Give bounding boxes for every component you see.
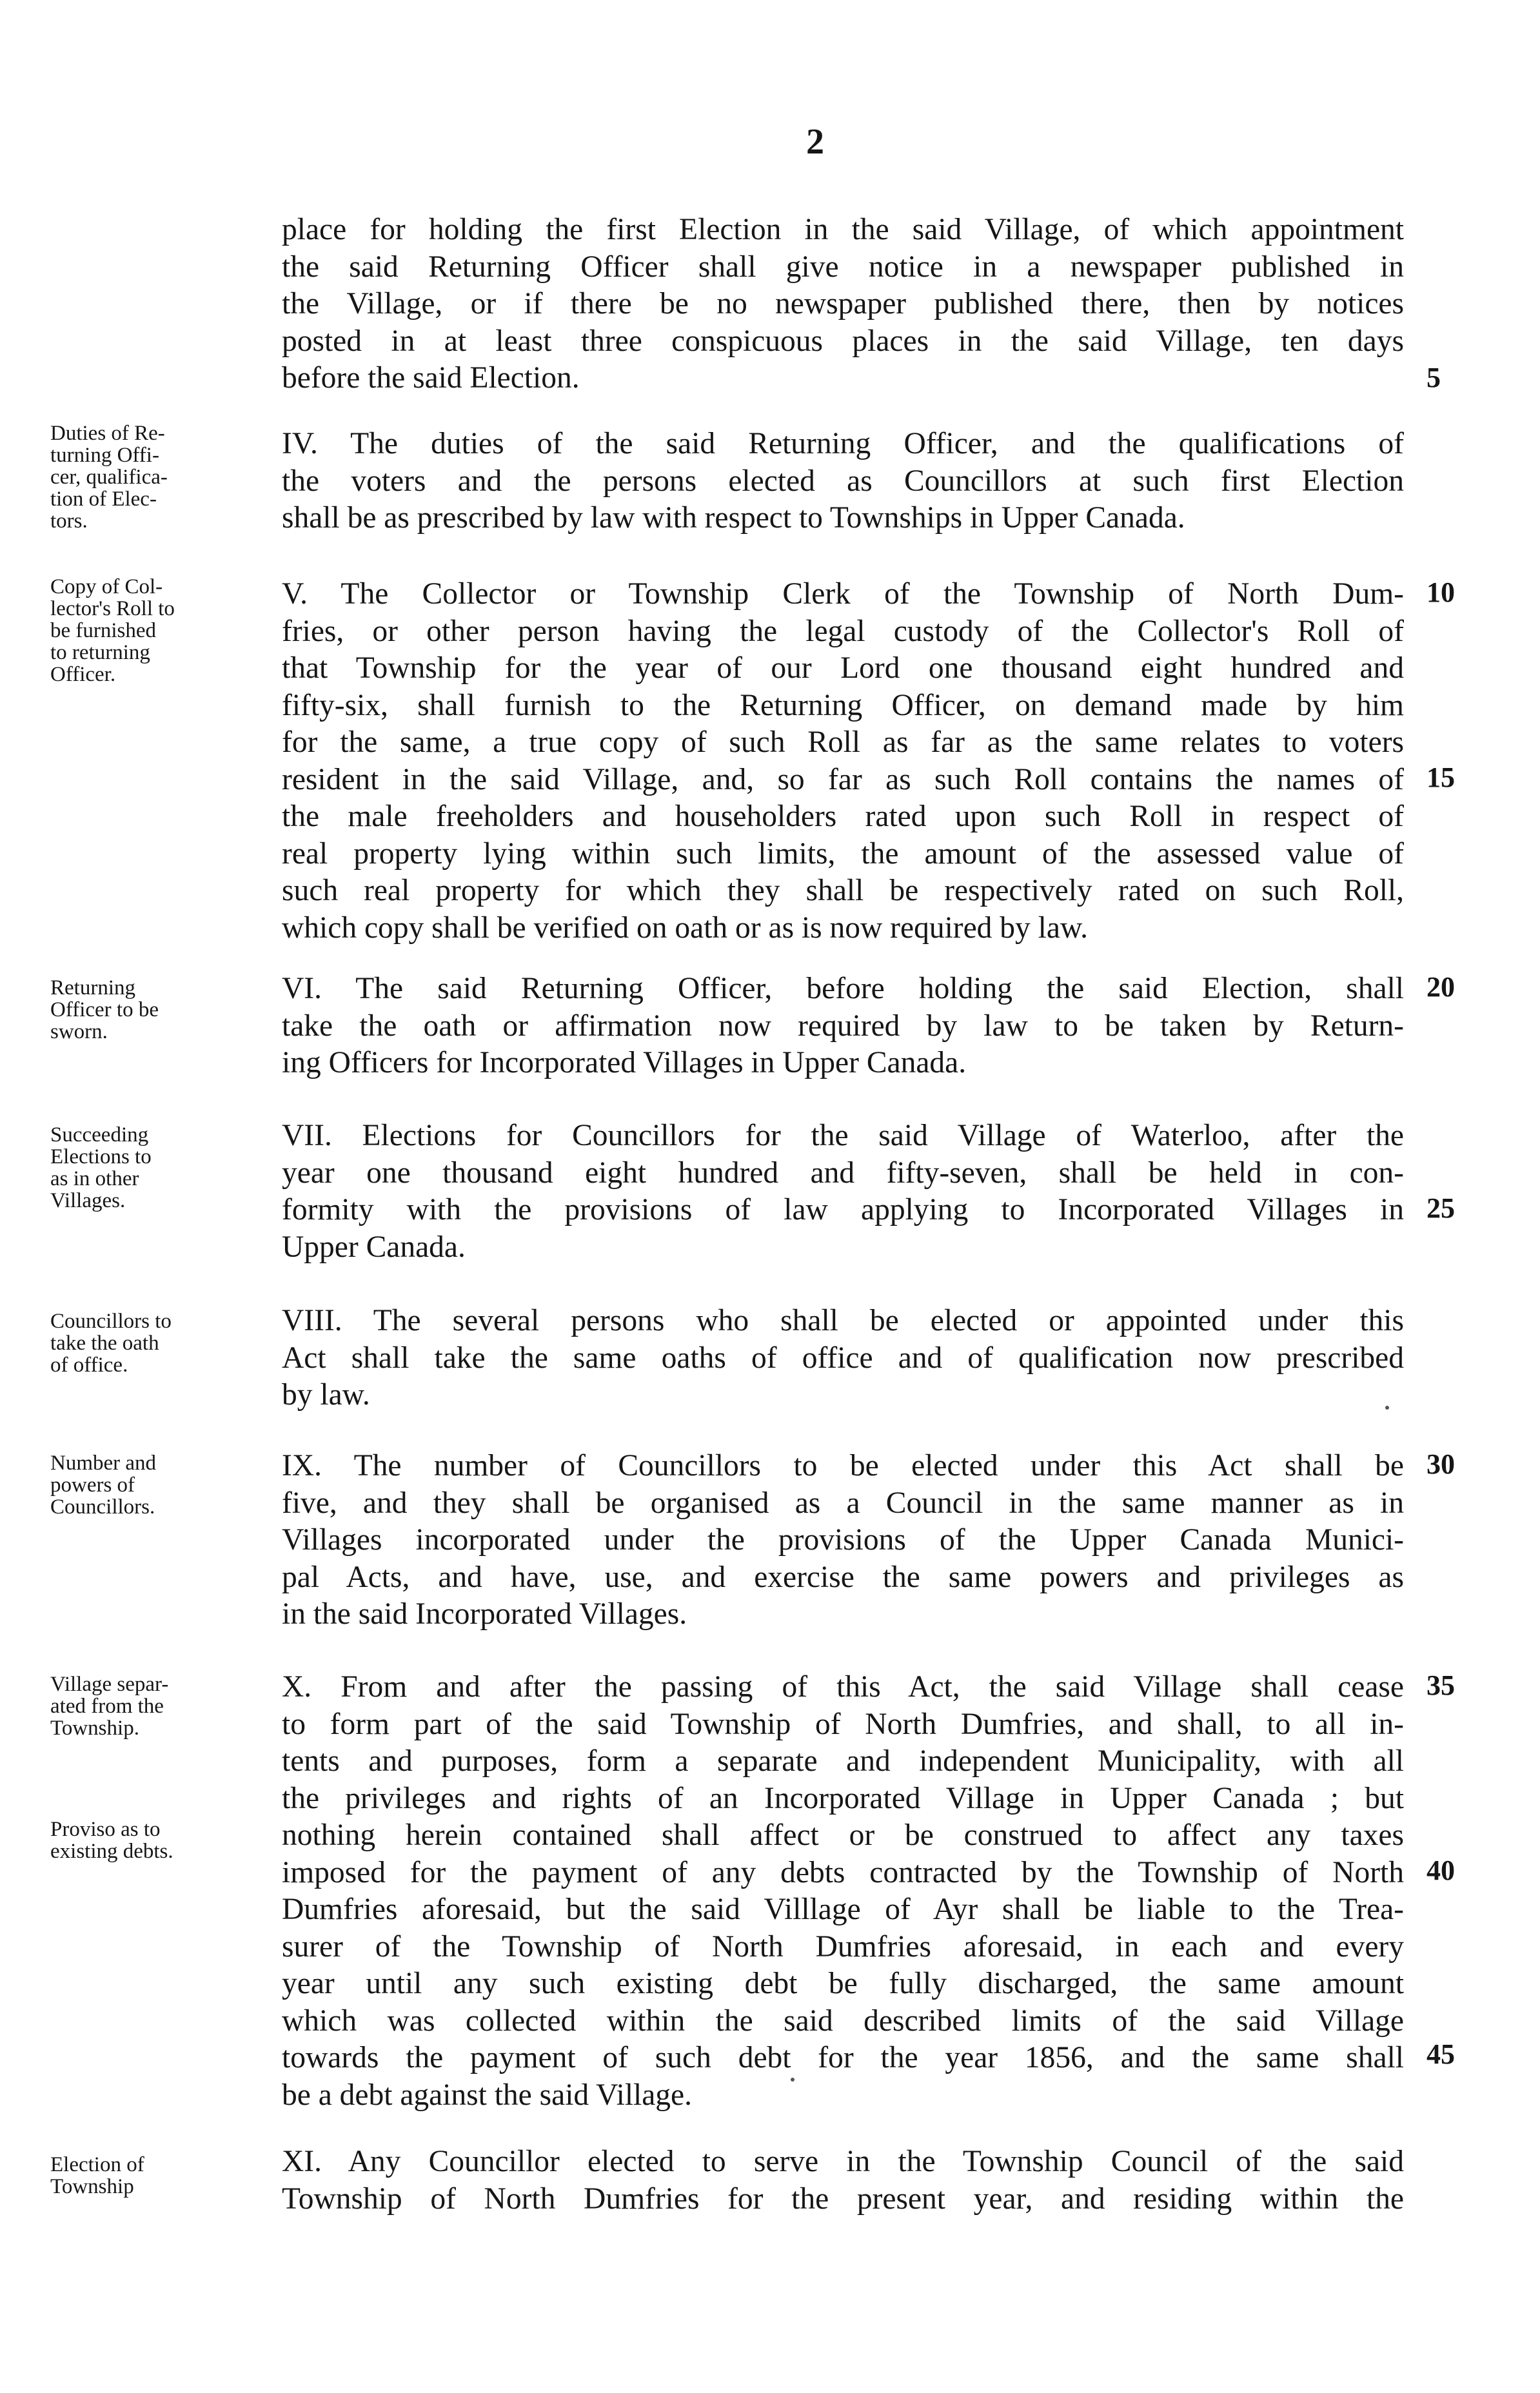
text-line: such real property for which they shall be respectively rated on such Roll, bbox=[282, 874, 1404, 907]
line-number: 35 bbox=[1426, 1669, 1455, 1701]
side-note-line: be furnished bbox=[50, 619, 157, 642]
text-line: Villages incorporated under the provisions of the Upper Canada Munici- bbox=[282, 1523, 1404, 1557]
line-number: 40 bbox=[1426, 1855, 1455, 1886]
side-note-line: Copy of Col- bbox=[50, 575, 163, 598]
text-line: Act shall take the same oaths of office and of qualification now prescribed bbox=[282, 1341, 1404, 1375]
text-line: fries, or other person having the legal custody of the Collector's Roll of bbox=[282, 614, 1404, 648]
side-note-line: turning Offi- bbox=[50, 444, 159, 467]
side-note-line: Proviso as to bbox=[50, 1818, 161, 1841]
text-line: shall be as prescribed by law with respect to Townships in Upper Canada. bbox=[282, 501, 1185, 535]
side-note-line: ated from the bbox=[50, 1695, 164, 1718]
section-ix bbox=[282, 1448, 1404, 1633]
text-line: Township of North Dumfries for the present year, and residing within the bbox=[282, 2181, 1404, 2216]
side-note-number bbox=[50, 1452, 263, 1518]
text-line: pal Acts, and have, use, and exercise the same powers and privileges as bbox=[282, 1560, 1404, 1594]
text-line: be a debt against the said Village. bbox=[282, 2078, 693, 2112]
side-note-line: lector's Roll to bbox=[50, 597, 175, 620]
side-note-line: powers of bbox=[50, 1473, 135, 1497]
side-note-line: Elections to bbox=[50, 1145, 152, 1168]
side-note-line: Councillors to bbox=[50, 1310, 172, 1333]
line-number: 45 bbox=[1426, 2038, 1455, 2070]
text-line: year until any such existing debt be fully discharged, the same amount bbox=[282, 1967, 1404, 2000]
text-line: tents and purposes, form a separate and independent Municipality, with all bbox=[282, 1744, 1404, 1778]
paragraph-intro bbox=[282, 212, 1404, 397]
text-line: in the said Incorporated Villages. bbox=[282, 1597, 687, 1631]
side-note-line: cer, qualifica- bbox=[50, 466, 168, 489]
text-line: to form part of the said Township of North Dumfries, and shall, to all in- bbox=[282, 1707, 1404, 1741]
line-number: 30 bbox=[1426, 1448, 1455, 1480]
section-viii bbox=[282, 1303, 1404, 1414]
text-line: that Township for the year of our Lord one thousand eight hundred and bbox=[282, 651, 1404, 685]
side-note-line: existing debts. bbox=[50, 1840, 173, 1863]
text-line: Dumfries aforesaid, but the said Villlage of Ayr shall be liable to the Trea- bbox=[282, 1893, 1404, 1926]
side-note-duties bbox=[50, 422, 263, 532]
side-note-line: Villages. bbox=[50, 1189, 126, 1212]
text-line: XI. Any Councillor elected to serve in the Township Council of the said bbox=[282, 2145, 1404, 2178]
section-vii bbox=[282, 1118, 1404, 1266]
text-line: the Village, or if there be no newspaper published there, then by notices bbox=[282, 287, 1404, 320]
text-line: real property lying within such limits, the amount of the assessed value of bbox=[282, 836, 1404, 871]
side-note-line: Succeeding bbox=[50, 1123, 149, 1147]
text-line: fifty-six, shall furnish to the Returning Officer, on demand made by him bbox=[282, 688, 1404, 722]
side-note-councillors-oath bbox=[50, 1310, 263, 1376]
text-line: towards the payment of such debt for the year 1856, and the same shall bbox=[282, 2041, 1404, 2074]
text-line: take the oath or affirmation now required by law to be taken by Return- bbox=[282, 1009, 1404, 1043]
side-note-line: Village separ- bbox=[50, 1673, 169, 1696]
side-note-line: Councillors. bbox=[50, 1495, 155, 1519]
side-note-line: Officer. bbox=[50, 663, 116, 686]
text-line: the male freeholders and householders rated upon such Roll in respect of bbox=[282, 800, 1404, 833]
section-v bbox=[282, 576, 1404, 947]
text-line: the said Returning Officer shall give notice in a newspaper published in bbox=[282, 250, 1404, 284]
side-note-line: Duties of Re- bbox=[50, 422, 165, 445]
text-line: VII. Elections for Councillors for the said Village of Waterloo, after the bbox=[282, 1119, 1404, 1152]
text-line: IV. The duties of the said Returning Officer, and the qualifications of bbox=[282, 427, 1404, 460]
text-line: formity with the provisions of law applying to Incorporated Villages in bbox=[282, 1193, 1404, 1226]
section-vi bbox=[282, 970, 1404, 1082]
text-line: place for holding the first Election in the said Village, of which appointment bbox=[282, 213, 1404, 246]
side-note-copy bbox=[50, 576, 263, 685]
side-note-line: Number and bbox=[50, 1452, 157, 1475]
text-line: which was collected within the said described limits of the said Village bbox=[282, 2004, 1404, 2038]
side-note-proviso bbox=[50, 1818, 263, 1862]
side-note-line: Township. bbox=[50, 1717, 139, 1740]
line-number: 15 bbox=[1426, 762, 1455, 793]
side-note-line: of office. bbox=[50, 1354, 128, 1377]
side-note-line: take the oath bbox=[50, 1332, 159, 1355]
text-line: year one thousand eight hundred and fifty-seven, shall be held in con- bbox=[282, 1156, 1404, 1190]
side-note-line: Election of bbox=[50, 2153, 144, 2176]
text-line: posted in at least three conspicuous places in the said Village, ten days bbox=[282, 324, 1404, 358]
side-note-succeeding bbox=[50, 1124, 263, 1212]
side-note-line: Township bbox=[50, 2175, 134, 2198]
side-note-line: Officer to be bbox=[50, 998, 159, 1021]
section-x bbox=[282, 1669, 1404, 2114]
text-line: X. From and after the passing of this Act, the said Village shall cease bbox=[282, 1670, 1404, 1704]
text-line: the voters and the persons elected as Councillors at such first Election bbox=[282, 464, 1404, 498]
side-note-separated bbox=[50, 1673, 263, 1739]
text-line: before the said Election. bbox=[282, 361, 580, 395]
text-line: nothing herein contained shall affect or be construed to affect any taxes bbox=[282, 1818, 1404, 1852]
line-number: 25 bbox=[1426, 1192, 1455, 1224]
line-number: 5 bbox=[1426, 362, 1441, 393]
side-note-line: to returning bbox=[50, 641, 150, 664]
text-line: VI. The said Returning Officer, before holding the said Election, shall bbox=[282, 972, 1404, 1005]
side-note-line: Returning bbox=[50, 976, 135, 1000]
side-note-line: tors. bbox=[50, 509, 88, 533]
side-note-line: as in other bbox=[50, 1167, 139, 1190]
text-line: resident in the said Village, and, so far as such Roll contains the names of bbox=[282, 762, 1404, 796]
text-line: surer of the Township of North Dumfries aforesaid, in each and every bbox=[282, 1929, 1404, 1964]
print-mark bbox=[791, 2078, 795, 2082]
text-line: five, and they shall be organised as a Council in the same manner as in bbox=[282, 1486, 1404, 1520]
side-note-election bbox=[50, 2154, 263, 2198]
section-xi bbox=[282, 2143, 1404, 2218]
text-line: for the same, a true copy of such Roll as far as the same relates to voters bbox=[282, 725, 1404, 759]
page-number: 2 bbox=[806, 122, 825, 162]
side-note-line: tion of Elec- bbox=[50, 487, 157, 511]
line-number: 20 bbox=[1426, 971, 1455, 1003]
text-line: IX. The number of Councillors to be elected under this Act shall be bbox=[282, 1449, 1404, 1482]
text-line: which copy shall be verified on oath or as is now required by law. bbox=[282, 911, 1089, 945]
text-line: ing Officers for Incorporated Villages in Upper Canada. bbox=[282, 1046, 967, 1079]
side-note-returning bbox=[50, 977, 263, 1043]
text-line: V. The Collector or Township Clerk of the Township of North Dum- bbox=[282, 577, 1404, 611]
print-mark bbox=[1385, 1406, 1389, 1410]
text-line: the privileges and rights of an Incorporated Village in Upper Canada ; but bbox=[282, 1781, 1404, 1815]
text-line: Upper Canada. bbox=[282, 1230, 466, 1264]
side-note-line: sworn. bbox=[50, 1020, 108, 1043]
section-iv bbox=[282, 426, 1404, 537]
text-line: by law. bbox=[282, 1378, 370, 1412]
line-number: 10 bbox=[1426, 576, 1455, 608]
text-line: imposed for the payment of any debts contracted by the Township of North bbox=[282, 1855, 1404, 1889]
text-line: VIII. The several persons who shall be elected or appointed under this bbox=[282, 1304, 1404, 1337]
